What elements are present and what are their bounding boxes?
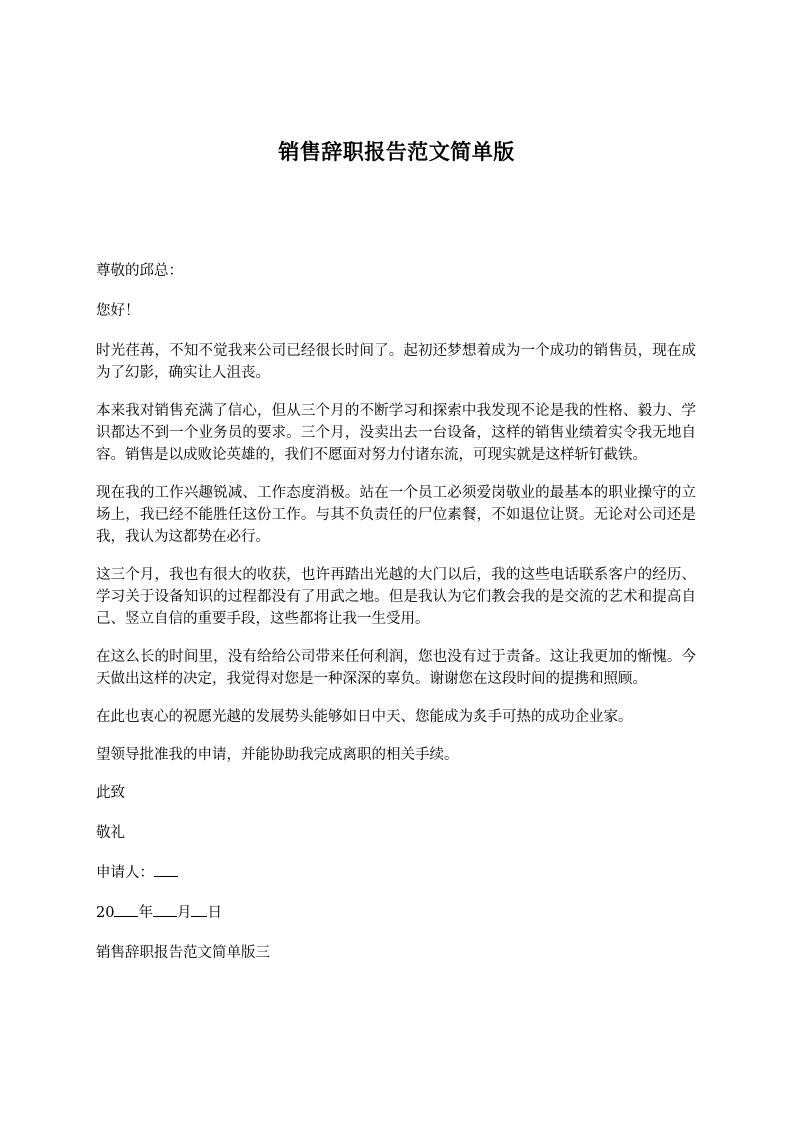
paragraph-1: 时光荏苒，不知不觉我来公司已经很长时间了。起初还梦想着成为一个成功的销售员，现在成为了幻影，确实让人沮丧。 <box>96 343 696 381</box>
applicant-line <box>96 862 696 884</box>
applicant-label: 申请人： <box>96 865 154 881</box>
salutation: 尊敬的邱总： <box>96 263 183 279</box>
paragraph-2: 本来我对销售充满了信心，但从三个月的不断学习和探索中我发现不论是我的性格、毅力、学识都达不到一个业务员的要求。三个月，没卖出去一台设备，这样的销售业绩着实令我无地自容。销售是以成败论英雄的，我们不愿面对努力付诸东流，可现实就是这样斩钉截铁。 <box>96 403 696 463</box>
footer-heading: 销售辞职报告范文简单版三 <box>96 945 270 961</box>
paragraph-3: 现在我的工作兴趣锐减、工作态度消极。站在一个员工必须爱岗敬业的最基本的职业操守的立场上，我已经不能胜任这份工作。与其不负责任的尸位素餐，不如退位让贤。无论对公司还是我，我认为这都势在必行。 <box>96 485 696 545</box>
document-title: 销售辞职报告范文简单版 <box>278 139 515 164</box>
paragraph-6: 在此也衷心的祝愿光越的发展势头能够如日中天、您能成为炙手可热的成功企业家。 <box>96 709 633 725</box>
applicant-blank <box>154 862 178 877</box>
date-line <box>96 902 696 924</box>
greeting: 您好！ <box>96 303 140 319</box>
closing-cizhi: 此致 <box>96 785 125 801</box>
paragraph-5: 在这么长的时间里，没有给给公司带来任何利润，您也没有过于责备。这让我更加的惭愧。今天做出这样的决定，我觉得对您是一种深深的辜负。谢谢您在这段时间的提携和照顾。 <box>96 649 696 687</box>
month-blank <box>153 902 177 917</box>
date-prefix: 20 <box>96 905 115 921</box>
date-day-label: 日 <box>207 905 222 921</box>
paragraph-4: 这三个月，我也有很大的收获，也许再踏出光越的大门以后，我的这些电话联系客户的经历、学习关于设备知识的过程都没有了用武之地。但是我认为它们教会我的是交流的艺术和提高自己、竖立自信的重要手段，这些都将让我一生受用。 <box>96 567 696 627</box>
letter-body <box>96 260 696 982</box>
paragraph-7: 望领导批准我的申请，并能协助我完成离职的相关手续。 <box>96 747 459 763</box>
date-year-label: 年 <box>138 905 153 921</box>
year-blank <box>114 902 138 917</box>
closing-jingli: 敬礼 <box>96 825 125 841</box>
date-month-label: 月 <box>176 905 192 921</box>
day-blank <box>191 902 207 917</box>
